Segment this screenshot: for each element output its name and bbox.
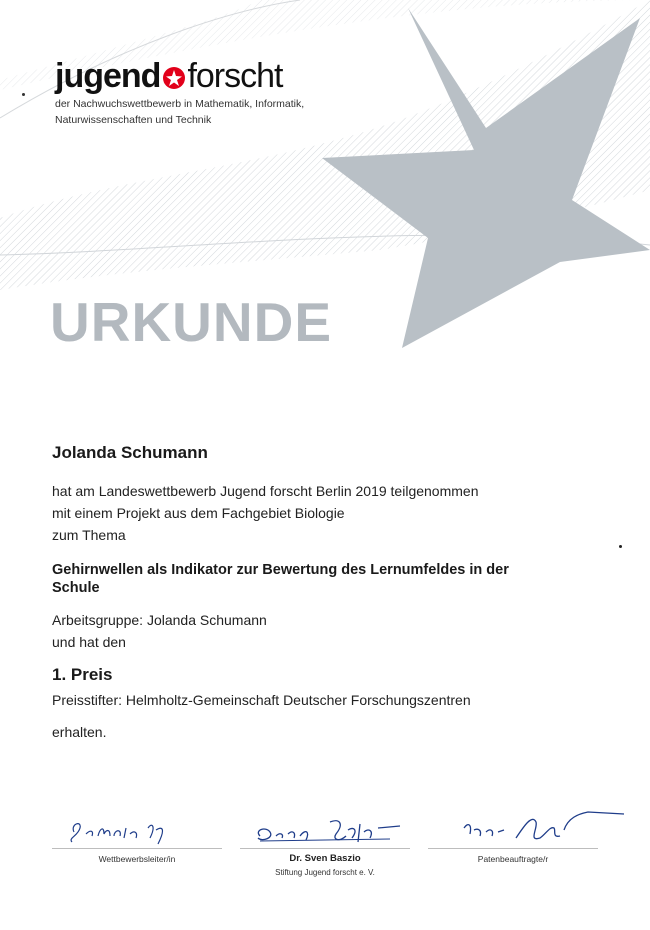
signatory-name: Dr. Sven Baszio (289, 853, 361, 864)
logo-tagline (55, 96, 315, 128)
project-topic: Gehirnwellen als Indikator zur Bewertung des Lernumfeldes in der Schule (52, 562, 509, 596)
signature-line-left (52, 848, 222, 849)
certificate-body (52, 443, 612, 743)
jugend-forscht-logo (55, 56, 315, 128)
work-group: Arbeitsgruppe: Jolanda Schumann (52, 612, 267, 628)
signature-center (240, 808, 410, 877)
recipient-name: Jolanda Schumann (52, 443, 208, 462)
signature-right (428, 808, 598, 864)
certificate-title: URKUNDE (50, 291, 332, 353)
signature-line-center (240, 848, 410, 849)
logo-star-icon (162, 66, 186, 90)
logo-tagline-line1: der Nachwuchswettbewerb in Mathematik, Informatik, (55, 98, 305, 110)
logo-word-forscht: forscht (187, 57, 283, 95)
handwritten-signature-left (52, 808, 222, 848)
signatory-organization: Stiftung Jugend forscht e. V. (275, 868, 375, 877)
topic-intro: zum Thema (52, 527, 126, 543)
field-text: mit einem Projekt aus dem Fachgebiet Biologie (52, 505, 345, 521)
caption-competition-leader: Wettbewerbsleiter/in (98, 854, 176, 864)
logo-tagline-line2: Naturwissenschaften und Technik (55, 114, 212, 126)
closing-text: erhalten. (52, 724, 107, 740)
award-intro: und hat den (52, 634, 126, 650)
prize-title: 1. Preis (52, 665, 113, 684)
signature-left (52, 808, 222, 864)
participation-text: hat am Landeswettbewerb Jugend forscht Berlin 2019 teilgenommen (52, 483, 479, 499)
handwritten-signature-center (240, 808, 410, 848)
prize-sponsor: Preisstifter: Helmholtz-Gemeinschaft Deutscher Forschungszentren (52, 692, 471, 708)
logo-word-jugend: jugend (55, 57, 161, 95)
signature-line-right (428, 848, 598, 849)
ink-dot (619, 545, 622, 548)
logo-wordmark (55, 56, 315, 96)
scan-mark (22, 93, 25, 96)
caption-sponsor-representative: Patenbeauftragte/r (477, 854, 549, 864)
handwritten-signature-right (428, 808, 628, 848)
